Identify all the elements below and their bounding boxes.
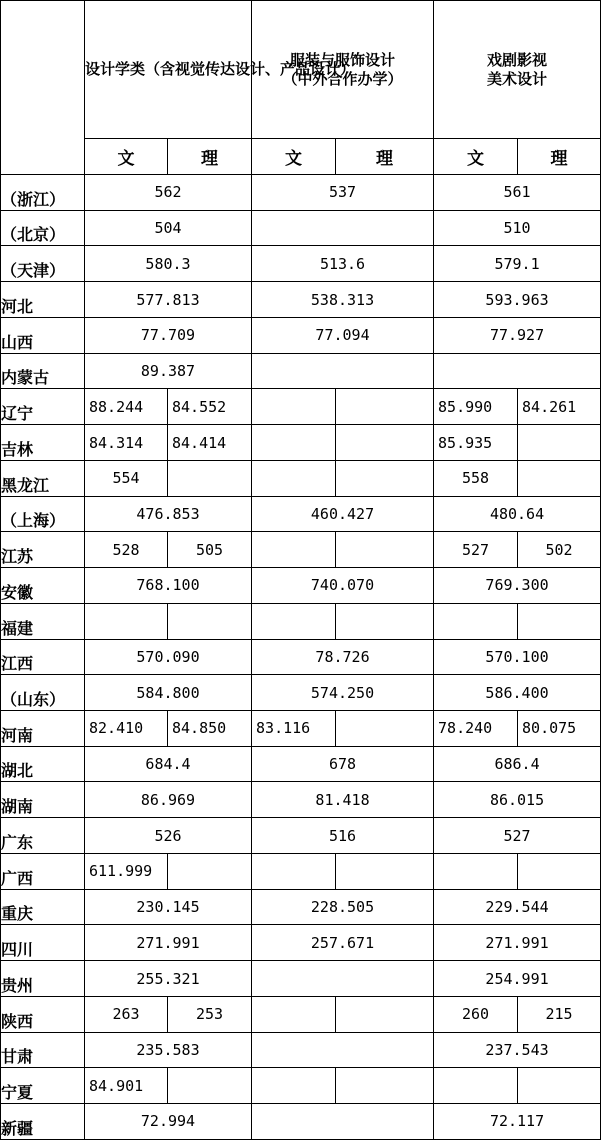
design-score: 230.145 [85,889,252,925]
fashion-score-li [336,389,434,425]
region-cell: （天津） [1,246,85,282]
fashion-score-wen [252,389,336,425]
table-row [1,210,601,246]
table-row [1,675,601,711]
table-body [1,1,601,1140]
drama-score: 237.543 [434,1032,601,1068]
design-score-li [168,1068,252,1104]
region-cell: 贵州 [1,961,85,997]
drama-score-wen: 78.240 [434,711,518,747]
fashion-score-wen [252,853,336,889]
design-score-li: 253 [168,996,252,1032]
region-cell: 湖北 [1,746,85,782]
table-row [1,353,601,389]
drama-score-li [518,853,601,889]
region-cell: 广东 [1,818,85,854]
drama-score-wen: 527 [434,532,518,568]
table-row [1,853,601,889]
drama-score: 72.117 [434,1104,601,1140]
region-cell: 甘肃 [1,1032,85,1068]
fashion-score: 516 [252,818,434,854]
drama-score-wen: 85.990 [434,389,518,425]
region-cell: （浙江） [1,175,85,211]
table-row [1,532,601,568]
table-row [1,568,601,604]
drama-score-li: 502 [518,532,601,568]
fashion-score-li [336,460,434,496]
fashion-score-wen [252,1068,336,1104]
design-score: 89.387 [85,353,252,389]
design-score: 570.090 [85,639,252,675]
fashion-score: 78.726 [252,639,434,675]
region-cell: 河南 [1,711,85,747]
design-score: 77.709 [85,317,252,353]
design-score-li: 84.850 [168,711,252,747]
header-fashion-line1: 服装与服饰设计 [290,50,396,69]
region-cell: 江西 [1,639,85,675]
region-cell: 江苏 [1,532,85,568]
fashion-score-wen [252,460,336,496]
drama-score: 254.991 [434,961,601,997]
drama-score-wen: 85.935 [434,425,518,461]
design-score: 562 [85,175,252,211]
fashion-score-li [336,1068,434,1104]
table-row [1,175,601,211]
drama-score: 77.927 [434,317,601,353]
fashion-score-li [336,711,434,747]
design-score: 584.800 [85,675,252,711]
design-score: 72.994 [85,1104,252,1140]
table-row [1,925,601,961]
table-row [1,889,601,925]
table-row [1,317,601,353]
fashion-score: 77.094 [252,317,434,353]
region-cell: 辽宁 [1,389,85,425]
design-score-li [168,853,252,889]
drama-score [434,353,601,389]
drama-score: 593.963 [434,282,601,318]
table-row [1,603,601,639]
table-row [1,282,601,318]
region-cell: （北京） [1,210,85,246]
region-cell: 新疆 [1,1104,85,1140]
fashion-score: 513.6 [252,246,434,282]
fashion-score: 538.313 [252,282,434,318]
fashion-score-wen [252,603,336,639]
fashion-score: 257.671 [252,925,434,961]
design-score: 577.813 [85,282,252,318]
design-score: 86.969 [85,782,252,818]
region-cell: 重庆 [1,889,85,925]
drama-score-li: 84.261 [518,389,601,425]
design-score-wen: 84.901 [85,1068,168,1104]
design-score-li: 505 [168,532,252,568]
region-cell: （上海） [1,496,85,532]
design-score: 580.3 [85,246,252,282]
drama-score-li [518,603,601,639]
drama-score: 586.400 [434,675,601,711]
drama-score: 510 [434,210,601,246]
fashion-score-li [336,603,434,639]
region-cell: 陕西 [1,996,85,1032]
design-score: 768.100 [85,568,252,604]
subheader-fashion-wen: 文 [252,139,336,175]
fashion-score [252,353,434,389]
design-score: 235.583 [85,1032,252,1068]
fashion-score: 574.250 [252,675,434,711]
header-drama [434,1,601,139]
region-cell: 黑龙江 [1,460,85,496]
fashion-score-wen [252,532,336,568]
design-score: 255.321 [85,961,252,997]
design-score-wen: 554 [85,460,168,496]
fashion-score [252,1104,434,1140]
subheader-drama-wen: 文 [434,139,518,175]
design-score: 684.4 [85,746,252,782]
header-drama-line1: 戏剧影视 [487,50,548,69]
drama-score: 480.64 [434,496,601,532]
fashion-score-li [336,996,434,1032]
drama-score: 570.100 [434,639,601,675]
drama-score-wen: 260 [434,996,518,1032]
fashion-score: 740.070 [252,568,434,604]
drama-score-wen [434,1068,518,1104]
design-score-wen: 611.999 [85,853,168,889]
fashion-score-wen [252,996,336,1032]
region-cell: （山东） [1,675,85,711]
fashion-score [252,961,434,997]
table-row [1,996,601,1032]
fashion-score: 460.427 [252,496,434,532]
table-row [1,1068,601,1104]
fashion-score: 537 [252,175,434,211]
drama-score: 769.300 [434,568,601,604]
subheader-design-li: 理 [168,139,252,175]
fashion-score: 81.418 [252,782,434,818]
design-score-li: 84.552 [168,389,252,425]
fashion-score: 228.505 [252,889,434,925]
drama-score-wen [434,603,518,639]
region-cell: 宁夏 [1,1068,85,1104]
subheader-row [1,139,601,175]
corner-cell [1,1,85,175]
fashion-score-li [336,425,434,461]
fashion-score-li [336,532,434,568]
header-design: 设计学类（含视觉传达设计、产品设计） [85,1,252,139]
table-row [1,961,601,997]
design-score-li: 84.414 [168,425,252,461]
fashion-score [252,1032,434,1068]
design-score-wen: 84.314 [85,425,168,461]
design-score: 504 [85,210,252,246]
table-row [1,639,601,675]
drama-score-li [518,1068,601,1104]
region-cell: 广西 [1,853,85,889]
fashion-score-li [336,853,434,889]
design-score-wen [85,603,168,639]
region-cell: 安徽 [1,568,85,604]
drama-score-wen: 558 [434,460,518,496]
table-row [1,782,601,818]
fashion-score-wen: 83.116 [252,711,336,747]
region-cell: 内蒙古 [1,353,85,389]
table-row [1,460,601,496]
drama-score-li: 80.075 [518,711,601,747]
drama-score: 229.544 [434,889,601,925]
table-row [1,711,601,747]
design-score-wen: 82.410 [85,711,168,747]
subheader-design-wen: 文 [85,139,168,175]
drama-score: 271.991 [434,925,601,961]
region-cell: 福建 [1,603,85,639]
table-row [1,818,601,854]
region-cell: 四川 [1,925,85,961]
header-row [1,1,601,139]
drama-score: 579.1 [434,246,601,282]
region-cell: 吉林 [1,425,85,461]
design-score: 476.853 [85,496,252,532]
drama-score: 86.015 [434,782,601,818]
subheader-fashion-li: 理 [336,139,434,175]
design-score: 526 [85,818,252,854]
design-score-wen: 88.244 [85,389,168,425]
drama-score: 686.4 [434,746,601,782]
table-row [1,389,601,425]
drama-score-wen [434,853,518,889]
table-row [1,425,601,461]
table-row [1,1032,601,1068]
header-drama-line2: 美术设计 [487,69,548,88]
design-score-li [168,460,252,496]
fashion-score [252,210,434,246]
drama-score-li: 215 [518,996,601,1032]
region-cell: 湖南 [1,782,85,818]
design-score-wen: 263 [85,996,168,1032]
fashion-score: 678 [252,746,434,782]
table-row [1,496,601,532]
header-fashion-line2: （中外合作办学） [282,69,403,88]
drama-score-li [518,425,601,461]
design-score-li [168,603,252,639]
subheader-drama-li: 理 [518,139,601,175]
table-row [1,746,601,782]
drama-score: 527 [434,818,601,854]
region-cell: 山西 [1,317,85,353]
table-row [1,246,601,282]
fashion-score-wen [252,425,336,461]
table-row [1,1104,601,1140]
drama-score-li [518,460,601,496]
design-score: 271.991 [85,925,252,961]
design-score-wen: 528 [85,532,168,568]
region-cell: 河北 [1,282,85,318]
drama-score: 561 [434,175,601,211]
